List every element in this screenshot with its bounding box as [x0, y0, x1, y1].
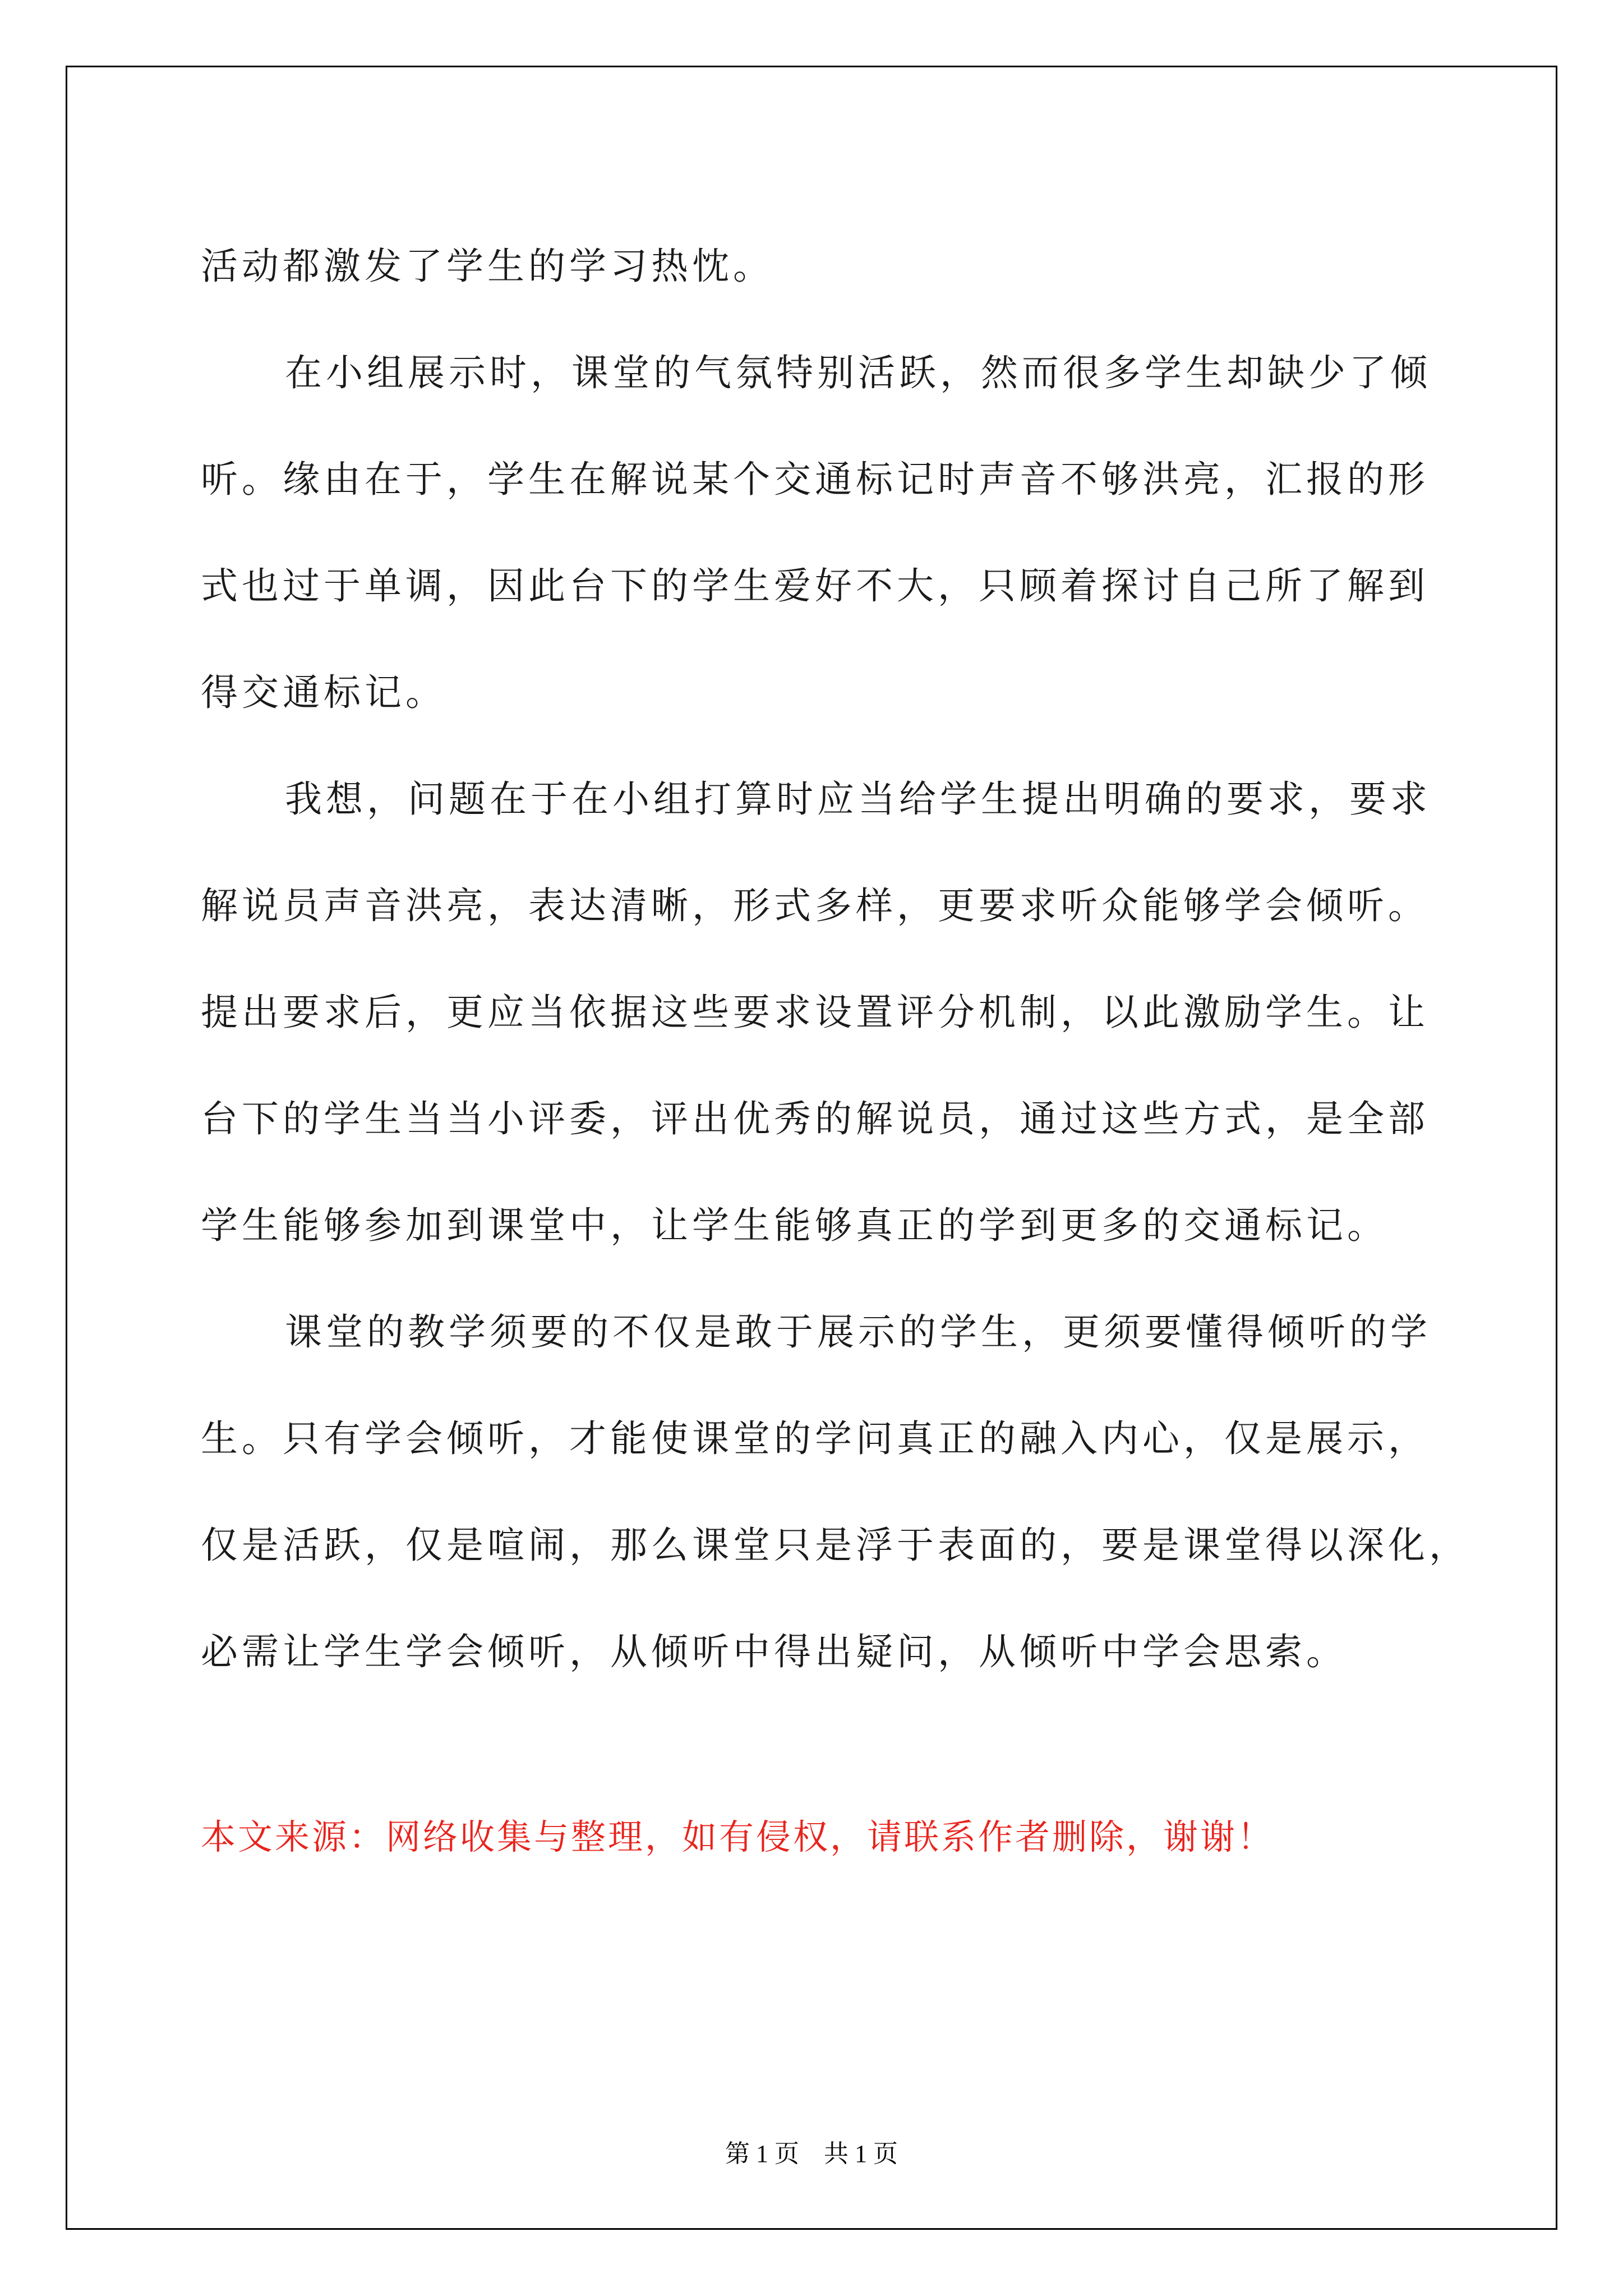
paragraph-line: 学生能够参加到课堂中，让学生能够真正的学到更多的交通标记。	[201, 1204, 1388, 1247]
paragraph-line: 在小组展示时，课堂的气氛特别活跃，然而很多学生却缺少了倾	[285, 351, 1431, 394]
paragraph-line: 生。只有学会倾听，才能使课堂的学问真正的融入内心，仅是展示，	[201, 1417, 1429, 1460]
paragraph-line: 解说员声音洪亮，表达清晰，形式多样，更要求听众能够学会倾听。	[201, 884, 1429, 927]
paragraph-line: 仅是活跃，仅是喧闹，那么课堂只是浮于表面的，要是课堂得以深化，	[201, 1524, 1470, 1567]
paragraph-line: 我想，问题在于在小组打算时应当给学生提出明确的要求，要求	[285, 777, 1431, 821]
paragraph-line: 必需让学生学会倾听，从倾听中得出疑问，从倾听中学会思索。	[201, 1630, 1347, 1673]
document-body	[201, 213, 1470, 1705]
paragraph-line: 得交通标记。	[201, 671, 446, 714]
source-note: 本文来源：网络收集与整理，如有侵权，请联系作者删除，谢谢！	[201, 1816, 1275, 1857]
paragraph-line: 式也过于单调，因此台下的学生爱好不大，只顾着探讨自己所了解到	[201, 564, 1429, 608]
paragraph-line: 听。缘由在于，学生在解说某个交通标记时声音不够洪亮，汇报的形	[201, 458, 1429, 501]
paragraph-line: 课堂的教学须要的不仅是敢于展示的学生，更须要懂得倾听的学	[285, 1310, 1431, 1354]
paragraph-line: 提出要求后，更应当依据这些要求设置评分机制，以此激励学生。让	[201, 991, 1429, 1034]
paragraph-line: 台下的学生当当小评委，评出优秀的解说员，通过这些方式，是全部	[201, 1097, 1429, 1140]
paragraph-line: 活动都激发了学生的学习热忱。	[201, 245, 774, 288]
page-footer: 第 1 页 共 1 页	[725, 2140, 898, 2168]
